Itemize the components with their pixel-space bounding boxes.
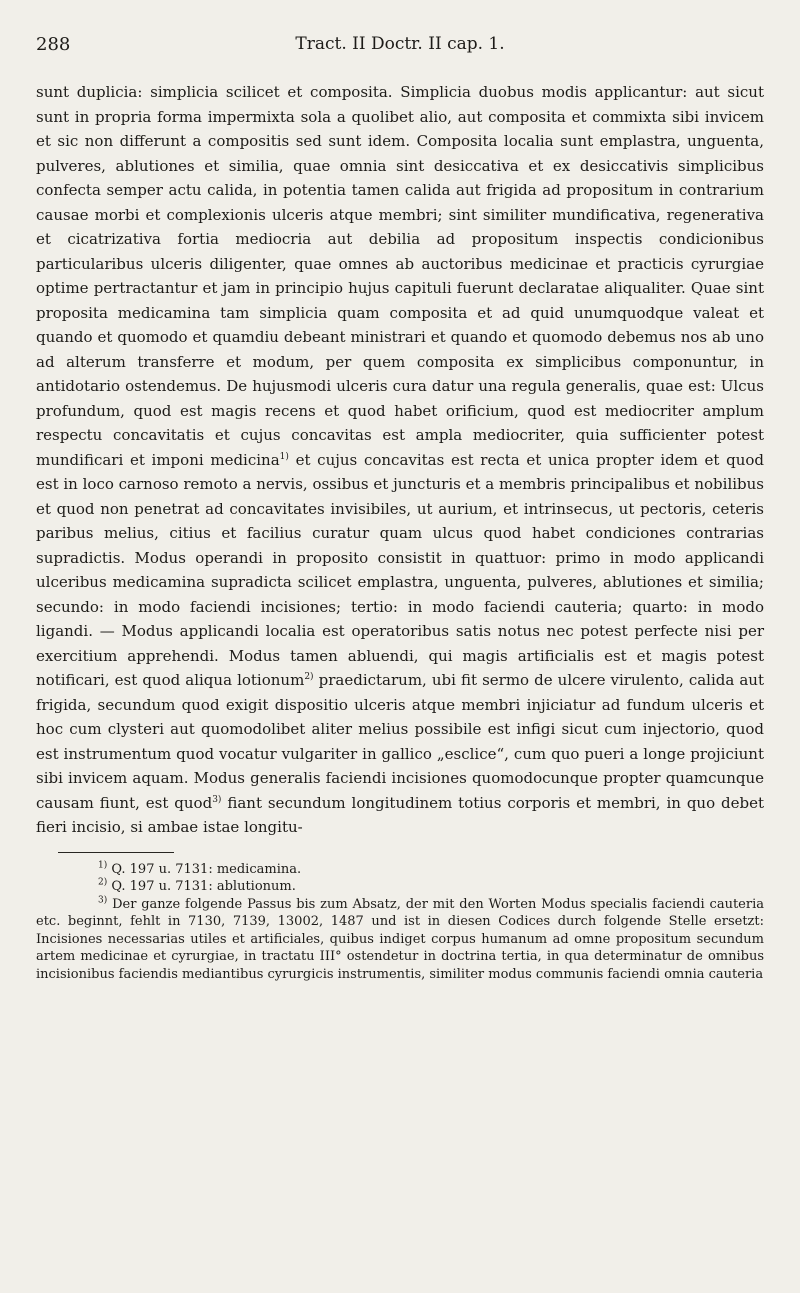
footnotes	[36, 861, 764, 984]
main-paragraph	[36, 80, 764, 840]
text-segment-1: sunt duplicia: simplicia scilicet et composita. Simplicia duobus modis applicantur: aut sicut sunt in propria forma impermixta sola a quolibet alio, aut composita et commixta sibi invicem et sic non differunt a compositis sed sunt idem. Composita localia sunt emplastra, unguenta, pulveres, ablutiones et similia, quae omnia sint desiccativa et ex desiccativis simplicibus confecta semper actu calida, in potentia tamen calida aut frigida ad propositum in contrarium causae morbi et complexionis ulceris atque membri; sint similiter mundificativa, regenerativa et cicatrizativa fortia mediocria aut debilia ad propositum inspectis condicionibus particularibus ulceris diligenter, quae omnes ab auctoribus medicinae et practicis cyrurgiae optime pertractantur et jam in principio hujus capituli fuerunt declaratae aliqualiter. Quae sint proposita medicamina tam simplicia quam composita et ad quid unumquodque valeat et quando et quomodo et quamdiu debeant ministrari et quando et quomodo debemus nos ab uno ad alterum transferre et modum, per quem composita ex simplicibus componuntur, in antidotario ostendemus. De hujusmodi ulceris cura datur una regula generalis, quae est: Ulcus profundum, quod est magis recens et quod habet orificium, quod est mediocriter amplum respectu concavitatis et cujus concavitas est ampla mediocriter, quia sufficienter potest mundificari et imponi medicina	[36, 83, 764, 469]
footnote-2	[36, 878, 764, 896]
text-segment-4: fiant secundum longitudinem totius corporis et membri, in quo debet fieri incisio, si ambae istae longitu-	[36, 793, 764, 836]
footnote-text-2: Q. 197 u. 7131: ablutionum.	[107, 879, 296, 895]
footnote-separator	[58, 852, 174, 853]
running-head: Tract. II Doctr. II cap. 1.	[295, 34, 505, 54]
footnote-marker-2: 2)	[98, 877, 108, 888]
footnote-text-1: Q. 197 u. 7131: medicamina.	[107, 861, 302, 877]
text-segment-2: et cujus concavitas est recta et unica propter idem et quod est in loco carnoso remoto a nervis, ossibus et juncturis et a membris principalibus et nobilibus et quod non penetrat ad concavitates invisibiles, ut aurium, et intrinsecus, ut pectoris, ceteris paribus melius, citius et facilius curatur quam ulcus quod habet condiciones contrarias supradictis. Modus operandi in proposito consistit in quattuor: primo in modo applicandi ulceribus medicamina supradicta scilicet emplastra, unguenta, pulveres, ablutiones et similia; secundo: in modo faciendi incisiones; tertio: in modo faciendi cauteria; quarto: in modo ligandi. — Modus applicandi localia est operatoribus satis notus nec potest perfecte nisi per exercitium apprehendi. Modus tamen abluendi, qui magis artificialis est et magis potest notificari, est quod aliqua lotionum	[36, 450, 764, 689]
footnote-reference-2: 2)	[304, 672, 314, 682]
footnote-1	[36, 861, 764, 879]
page-header	[36, 34, 764, 66]
footnote-reference-1: 1)	[279, 451, 289, 462]
text-segment-3: praedictarum, ubi fit sermo de ulcere virulento, calida aut frigida, secundum quod exigit dispositio ulceris atque membri injiciatur ad fundum ulceris et hoc cum clysteri aut quomodolibet aliter melius possibile est infigi sicut cum injectorio, quod est instrumentum quod vocatur vulgariter in gallico „esclice“, cum quo pueri a longe projiciunt sibi invicem aquam. Modus generalis faciendi incisiones quomodocunque propter quamcunque causam fiunt, est quod	[36, 671, 764, 812]
footnote-marker-3: 3)	[98, 895, 108, 906]
footnote-text-3: Der ganze folgende Passus bis zum Absatz, der mit den Worten Modus specialis faciendi cauteria etc. beginnt, fehlt in 7130, 7139, 13002, 1487 und ist in diesen Codices durch folgende Stelle ersetzt: Incisiones necessarias utiles et artificiales, quibus indiget corpus humanum ad omne propositum secundum artem medicinae et cyrurgiae, in tractatu III° ostendetur in doctrina tertia, in qua determinatur de omnibus incisionibus faciendis mediantibus cyrurgicis instrumentis, similiter modus communis faciendi omnia cauteria	[36, 896, 764, 983]
footnote-marker-1: 1)	[98, 860, 108, 871]
page-number: 288	[36, 34, 71, 55]
main-text	[36, 80, 764, 840]
footnote-reference-3: 3)	[212, 794, 222, 805]
footnote-3	[36, 896, 764, 984]
